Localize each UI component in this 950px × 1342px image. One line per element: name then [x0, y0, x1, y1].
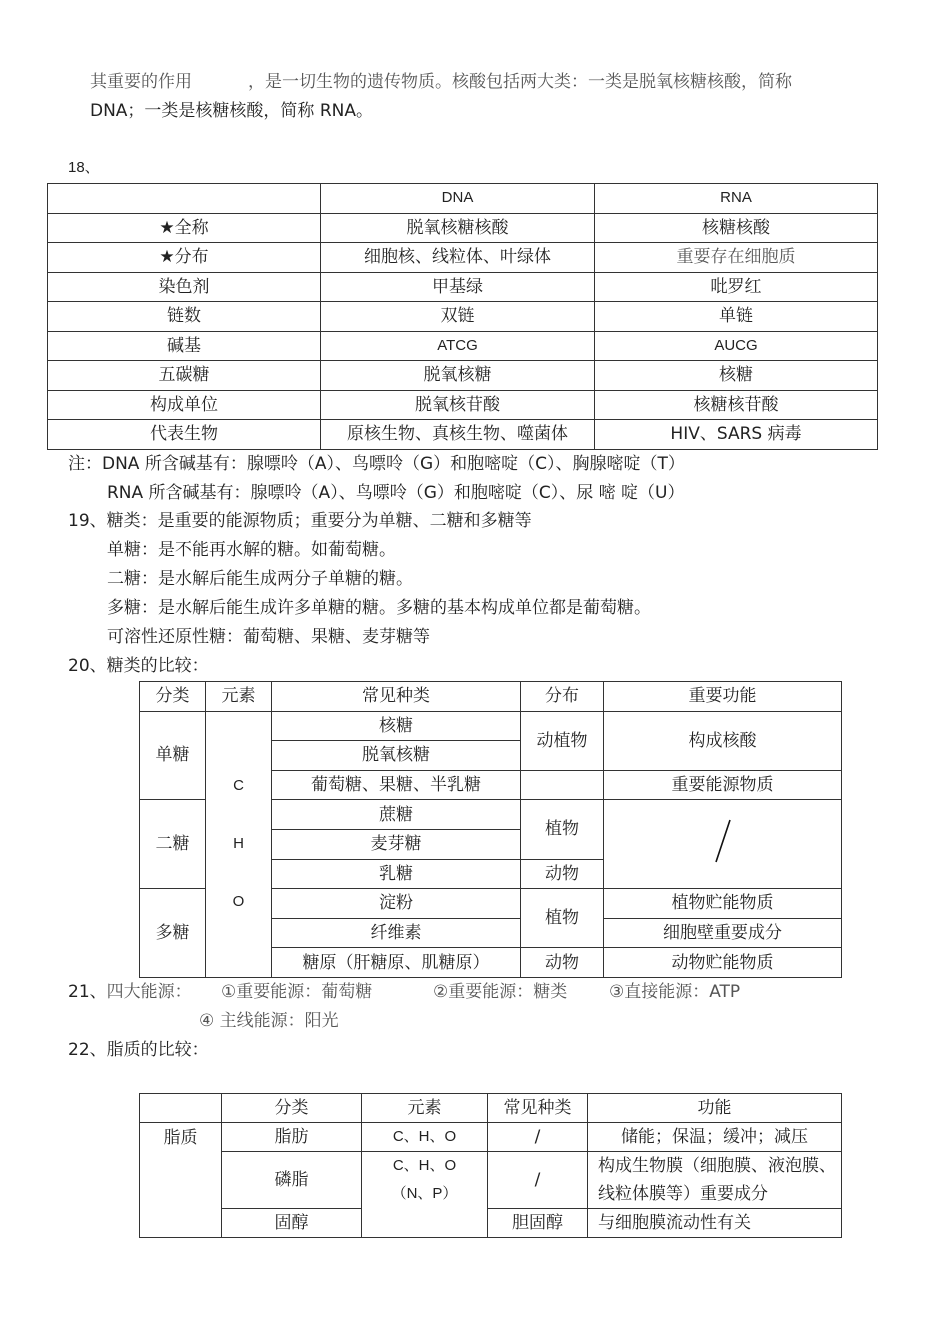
element-h: H	[233, 835, 244, 853]
rna-cell: HIV、SARS 病毒	[595, 420, 878, 450]
element-o: O	[232, 893, 245, 911]
table-row	[140, 711, 842, 741]
row-label: 代表生物	[48, 420, 321, 450]
table-header-row	[140, 1094, 842, 1123]
row-label: ★分布	[48, 243, 321, 273]
common-cell: /	[488, 1152, 588, 1209]
section-20-title: 20、糖类的比较：	[68, 656, 209, 676]
intro-text-a: 其重要的作用	[90, 72, 192, 92]
header-cell: 元素	[206, 682, 272, 712]
intro-line2: DNA；一类是核糖核酸，简称 RNA。	[90, 101, 373, 121]
func-cell: 构成生物膜（细胞膜、液泡膜、线粒体膜等）重要成分	[588, 1152, 842, 1209]
sugar-definition: 单糖：是不能再水解的糖。如葡萄糖。	[107, 540, 396, 560]
header-cell: 常见种类	[272, 682, 521, 712]
intro-line1	[90, 70, 792, 94]
header-cell: 分布	[521, 682, 604, 712]
dna-cell: 脱氧核苷酸	[321, 390, 595, 420]
row-label: 五碳糖	[48, 361, 321, 391]
header-cell: RNA	[595, 184, 878, 214]
table-row	[48, 361, 878, 391]
func-cell-none	[604, 800, 842, 889]
section-22-title: 22、脂质的比较：	[68, 1040, 209, 1060]
note-rna-bases: RNA 所含碱基有：腺嘌呤（A）、鸟嘌呤（G）和胞嘧啶（C）、尿 嘧 啶（U）	[107, 483, 685, 503]
rna-cell: 重要存在细胞质	[595, 243, 878, 273]
table-row	[140, 1152, 842, 1209]
func-cell: 重要能源物质	[604, 770, 842, 800]
energy-1: ①重要能源：葡萄糖	[221, 982, 373, 1002]
header-cell: 重要功能	[604, 682, 842, 712]
func-cell: 动物贮能物质	[604, 948, 842, 978]
kind-cell: 脂肪	[222, 1123, 362, 1152]
dist-cell: 植物	[521, 889, 604, 948]
kind-cell: 核糖	[272, 711, 521, 741]
elements-cell	[206, 711, 272, 977]
header-cell: 元素	[362, 1094, 488, 1123]
header-cell	[48, 184, 321, 214]
func-cell: 储能；保温；缓冲；减压	[588, 1123, 842, 1152]
row-label: 碱基	[48, 331, 321, 361]
rna-cell: 单链	[595, 302, 878, 332]
table-row	[48, 390, 878, 420]
dist-cell: 植物	[521, 800, 604, 859]
intro-text-b: ，是一切生物的遗传物质。核酸包括两大类：一类是脱氧核糖核酸，简称	[248, 72, 792, 92]
func-cell: 细胞壁重要成分	[604, 918, 842, 948]
section-21-number: 21、	[68, 982, 107, 1002]
elem-cell: C、H、O	[362, 1123, 488, 1152]
rna-cell: 核糖	[595, 361, 878, 391]
dist-cell: 动植物	[521, 711, 604, 770]
dna-cell: 脱氧核糖核酸	[321, 213, 595, 243]
func-cell: 构成核酸	[604, 711, 842, 770]
dist-cell: 动物	[521, 948, 604, 978]
dna-cell: 脱氧核糖	[321, 361, 595, 391]
rna-cell: 吡罗红	[595, 272, 878, 302]
common-cell: 胆固醇	[488, 1209, 588, 1238]
func-cell: 植物贮能物质	[604, 889, 842, 919]
table-header-row	[48, 184, 878, 214]
header-cell: 常见种类	[488, 1094, 588, 1123]
energy-2: ②重要能源：糖类	[433, 982, 568, 1002]
sugar-comparison-table	[139, 681, 842, 978]
row-label: 染色剂	[48, 272, 321, 302]
header-cell: 分类	[222, 1094, 362, 1123]
table-row	[48, 243, 878, 273]
header-cell	[140, 1094, 222, 1123]
table-row	[48, 272, 878, 302]
header-cell: 功能	[588, 1094, 842, 1123]
kind-cell: 淀粉	[272, 889, 521, 919]
table-header-row	[140, 682, 842, 712]
kind-cell: 纤维素	[272, 918, 521, 948]
table-row	[48, 420, 878, 450]
kind-cell: 葡萄糖、果糖、半乳糖	[272, 770, 521, 800]
dist-cell-empty	[521, 770, 604, 800]
table-row	[140, 1123, 842, 1152]
kind-cell: 脱氧核糖	[272, 741, 521, 771]
slash-mark	[708, 816, 738, 866]
func-cell: 与细胞膜流动性有关	[588, 1209, 842, 1238]
lipid-comparison-table	[139, 1093, 842, 1238]
dna-cell: 细胞核、线粒体、叶绿体	[321, 243, 595, 273]
elem-line: （N、P）	[391, 1185, 458, 1202]
elem-cell	[362, 1152, 488, 1238]
row-label: 构成单位	[48, 390, 321, 420]
dna-cell: ATCG	[321, 331, 595, 361]
sugar-definition: 二糖：是水解后能生成两分子单糖的糖。	[107, 569, 413, 589]
section-18-label: 18、	[68, 159, 100, 176]
element-c: C	[233, 777, 244, 795]
table-row	[48, 302, 878, 332]
rna-cell: 核糖核酸	[595, 213, 878, 243]
row-label: 链数	[48, 302, 321, 332]
dist-cell: 动物	[521, 859, 604, 889]
kind-cell: 蔗糖	[272, 800, 521, 830]
dna-rna-table	[47, 183, 878, 450]
table-row	[48, 213, 878, 243]
group-monosaccharide: 单糖	[140, 711, 206, 800]
sugar-definition: 可溶性还原性糖：葡萄糖、果糖、麦芽糖等	[107, 627, 430, 647]
header-cell: 分类	[140, 682, 206, 712]
energy-3: ③直接能源：ATP	[609, 982, 741, 1002]
energy-4: ④ 主线能源：阳光	[199, 1011, 339, 1031]
note-dna-bases: 注：DNA 所含碱基有：腺嘌呤（A）、鸟嘌呤（G）和胞嘧啶（C）、胸腺嘧啶（T）	[68, 454, 685, 474]
common-cell: /	[488, 1123, 588, 1152]
table-row	[140, 1209, 842, 1238]
group-lipid: 脂质	[140, 1123, 222, 1238]
header-cell: DNA	[321, 184, 595, 214]
kind-cell: 磷脂	[222, 1152, 362, 1209]
dna-cell: 甲基绿	[321, 272, 595, 302]
section-19-title: 19、糖类：是重要的能源物质；重要分为单糖、二糖和多糖等	[68, 511, 532, 531]
kind-cell: 固醇	[222, 1209, 362, 1238]
kind-cell: 麦芽糖	[272, 829, 521, 859]
elem-line: C、H、O	[392, 1157, 457, 1174]
group-polysaccharide: 多糖	[140, 889, 206, 978]
section-21-line1	[68, 980, 192, 1004]
section-21-title: 四大能源：	[106, 982, 192, 1002]
dna-cell: 原核生物、真核生物、噬菌体	[321, 420, 595, 450]
kind-cell: 糖原（肝糖原、肌糖原）	[272, 948, 521, 978]
group-disaccharide: 二糖	[140, 800, 206, 889]
row-label: ★全称	[48, 213, 321, 243]
dna-cell: 双链	[321, 302, 595, 332]
rna-cell: 核糖核苷酸	[595, 390, 878, 420]
sugar-definition: 多糖：是水解后能生成许多单糖的糖。多糖的基本构成单位都是葡萄糖。	[107, 598, 651, 618]
rna-cell: AUCG	[595, 331, 878, 361]
kind-cell: 乳糖	[272, 859, 521, 889]
table-row	[48, 331, 878, 361]
